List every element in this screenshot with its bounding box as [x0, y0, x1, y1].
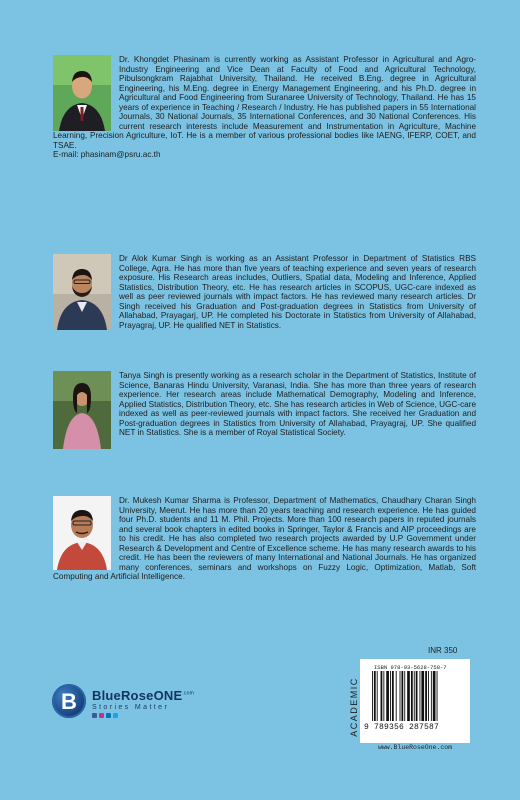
author-bio-2 — [53, 254, 476, 330]
author-bio-1 — [53, 55, 476, 160]
isbn-barcode — [360, 659, 470, 743]
publisher-brand-suffix: .com — [182, 690, 194, 697]
author-photo-1 — [53, 55, 111, 131]
publisher-brand-one: ONE — [153, 688, 183, 703]
price-label: INR 350 — [428, 646, 458, 655]
barcode-bar — [381, 671, 383, 721]
barcode-bars — [372, 671, 460, 721]
instagram-icon — [99, 713, 104, 718]
author-photo-2 — [53, 254, 111, 330]
barcode-bar — [407, 671, 410, 721]
barcode-bar — [374, 671, 376, 721]
barcode-bar — [383, 671, 384, 721]
social-icons — [92, 713, 118, 718]
barcode-bar — [433, 671, 436, 721]
barcode-bar — [377, 671, 378, 721]
category-label — [344, 666, 358, 746]
barcode-bar — [437, 671, 438, 721]
publisher-logo — [52, 684, 252, 744]
barcode-bar — [400, 671, 401, 721]
barcode-bar — [421, 671, 424, 721]
author-email: E-mail: phasinam@psru.ac.th — [53, 150, 161, 160]
bio-text-4: Dr. Mukesh Kumar Sharma is Professor, Department of Mathematics, Chaudhary Charan Singh University, Meerut. He has more than 20 years teaching and research experience. He has guided four Ph.D. students and 11 M. Phil. Projects. More than 100 research papers in reputed journals and several book chapters in edited books in Springer, Taylor & Francis and AIP proceedings are to his credit. He has also completed two research projects awarded by U.P Government under Research & Development and Centre of Excellence scheme. He has many research awards to his credit. He has been the reviewers of many International and National Journals. He has organized many conferences, seminars and workshops on Fuzzy Logic, Optimization, Matlab, Soft Computing and Artificial Intelligence. — [53, 496, 476, 582]
linkedin-icon — [106, 713, 111, 718]
twitter-icon — [113, 713, 118, 718]
barcode-bar — [416, 671, 418, 721]
bio-text-1: Dr. Khongdet Phasinam is currently working as Assistant Professor in Agricultural and Agro-Industry Engineering and Vice Dean at Faculty of Food and Agricultural Technology, Pibulsongkram Rajabhat University, Thailand. He received B.Eng. degree in Agricultural Engineering, his M.Eng. degree in Energy Management Engineering, and his Ph.D. degree in Agricultural and Food Engineering from Suranaree University of Technology, Thailand. He has 15 years of experience in Teaching / Research / Industry. He has published papers in 55 International Journals, 30 National Journals, 35 International Conferences, and 30 National Conferences. His current research interests include Measurement and Instrumentation in Agriculture, Machine Learning, Precision Agriculture, IoT. He is a member of various professional bodies like IAENG, IFERP, COET, and TSAE. — [53, 55, 476, 150]
author-photo-3 — [53, 371, 111, 449]
bio-text-2: Dr Alok Kumar Singh is working as an Assistant Professor in Department of Statistics RBS College, Agra. He has more than five years of teaching experience and seven years of research exposure. His Research areas includes, Outliers, Spatial data, Modeling and Inference, Applied Statistics, Distribution Theory, etc. He has research articles in SCOPUS, UGC-care indexed as well as peer reviewed journals with impact factors. He has reviewed many research articles. Dr Singh received his Graduation and Post-graduation degrees in Statistics from University of Allahabad, Prayagarj, UP. He completed his Doctorate in Statistics from University of Allahabad, Prayagraj, UP. He qualified NET in Statistics. — [119, 254, 476, 330]
facebook-icon — [92, 713, 97, 718]
publisher-tagline: Stories Matter — [92, 704, 170, 711]
barcode-bar — [386, 671, 389, 721]
publisher-website: www.BlueRoseOne.com — [377, 744, 453, 751]
publisher-name — [92, 688, 194, 703]
barcode-bar — [392, 671, 394, 721]
barcode-bar — [372, 671, 373, 721]
barcode-bar — [401, 671, 403, 721]
barcode-bar — [411, 671, 413, 721]
isbn-label: ISBN 978-93-5628-758-7 — [374, 664, 447, 671]
barcode-bar — [420, 671, 421, 721]
barcode-bar — [390, 671, 391, 721]
publisher-brand: BlueRose — [92, 688, 154, 703]
barcode-bar — [425, 671, 427, 721]
bluerose-logo-icon: B — [52, 684, 86, 718]
barcode-bar — [428, 671, 429, 721]
category-text: ACADEMIC — [349, 677, 359, 737]
bio-text-3: Tanya Singh is presently working as a research scholar in the Department of Statistics, Institute of Science, Banaras Hindu University, Varanasi, India. She has more than three years of research experience. Her research areas include Mathematical Demography, Modeling and Inference, Applied Statistics, Distribution Theory, etc. She has research articles in Web of Science, UGC-care indexed as well as peer-reviewed journals with impact factors. She received her Graduation and Post-graduation degrees in Statistics from University of Allahabad, Prayagraj, UP. She qualified NET in Statistics. She is a member of Royal Statistical Society. — [119, 371, 476, 438]
barcode-bar — [414, 671, 415, 721]
barcode-bar — [396, 671, 397, 721]
author-photo-4 — [53, 496, 111, 570]
author-bio-3 — [53, 371, 476, 449]
isbn-digits: 9 789356 287587 — [364, 723, 440, 732]
author-bio-4 — [53, 496, 476, 582]
barcode-bar — [404, 671, 405, 721]
barcode-bar — [431, 671, 432, 721]
